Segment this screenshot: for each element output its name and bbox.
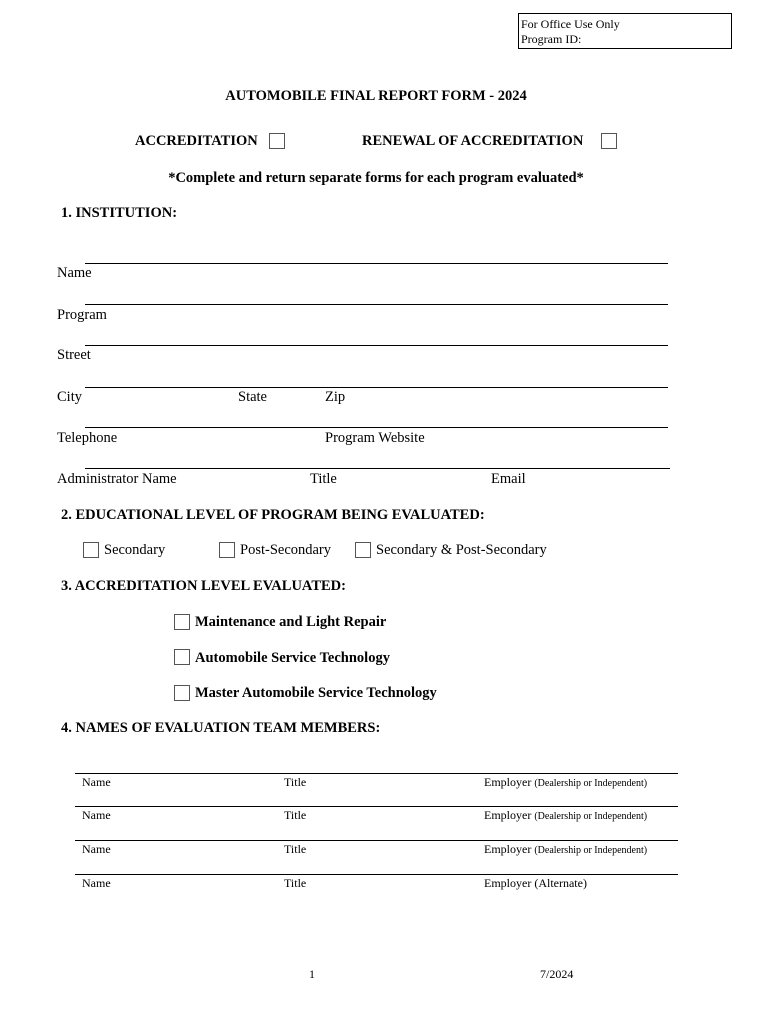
team-member-title-label: Title — [284, 876, 307, 890]
zip-label: Zip — [325, 389, 346, 405]
team-member-title-label: Title — [284, 808, 307, 822]
admin-title-label: Title — [310, 471, 337, 487]
renewal-label: RENEWAL OF ACCREDITATION — [362, 133, 584, 149]
team-member-title-label: Title — [284, 775, 307, 789]
section4-heading: 4. NAMES OF EVALUATION TEAM MEMBERS: — [61, 720, 381, 736]
program-id-label: Program ID: — [521, 32, 582, 46]
office-use-label: For Office Use Only — [521, 17, 620, 31]
team-member-name-label: Name — [82, 775, 111, 789]
automobile-service-technology-checkbox[interactable] — [174, 649, 190, 665]
renewal-checkbox[interactable] — [601, 133, 617, 149]
section1-heading: 1. INSTITUTION: — [61, 205, 178, 221]
accreditation-checkbox[interactable] — [269, 133, 285, 149]
administrator-line[interactable] — [85, 468, 670, 469]
program-line[interactable] — [85, 304, 668, 305]
secondary-and-post-secondary-label: Secondary & Post-Secondary — [376, 542, 547, 558]
automobile-service-technology-label: Automobile Service Technology — [195, 650, 390, 666]
page-number: 1 — [309, 967, 315, 981]
accreditation-label: ACCREDITATION — [135, 133, 258, 149]
email-label: Email — [491, 471, 526, 487]
city-label: City — [57, 389, 82, 405]
team-member-employer-label: Employer (Dealership or Independent) — [484, 775, 648, 789]
name-line[interactable] — [85, 263, 668, 264]
telephone-line[interactable] — [85, 427, 668, 428]
city-line[interactable] — [85, 387, 668, 388]
team-member-name-label: Name — [82, 842, 111, 856]
post-secondary-checkbox[interactable] — [219, 542, 235, 558]
street-line[interactable] — [85, 345, 668, 346]
section2-heading: 2. EDUCATIONAL LEVEL OF PROGRAM BEING EVALUATED: — [61, 507, 485, 523]
program-label: Program — [57, 307, 107, 323]
secondary-checkbox[interactable] — [83, 542, 99, 558]
maintenance-light-repair-checkbox[interactable] — [174, 614, 190, 630]
team-member-employer-label: Employer (Dealership or Independent) — [484, 842, 648, 856]
team-member-line-2[interactable] — [75, 806, 678, 807]
maintenance-light-repair-label: Maintenance and Light Repair — [195, 614, 387, 630]
master-automobile-service-technology-checkbox[interactable] — [174, 685, 190, 701]
team-member-employer-label: Employer (Dealership or Independent) — [484, 808, 648, 822]
revision-date: 7/2024 — [540, 967, 574, 981]
team-member-line-3[interactable] — [75, 840, 678, 841]
post-secondary-label: Post-Secondary — [240, 542, 332, 558]
form-title: AUTOMOBILE FINAL REPORT FORM - 2024 — [225, 88, 527, 104]
team-member-name-label: Name — [82, 808, 111, 822]
state-label: State — [238, 389, 267, 405]
office-use-box — [518, 13, 732, 49]
website-label: Program Website — [325, 430, 425, 446]
team-member-line-1[interactable] — [75, 773, 678, 774]
team-member-title-label: Title — [284, 842, 307, 856]
section3-heading: 3. ACCREDITATION LEVEL EVALUATED: — [61, 578, 346, 594]
instructions: *Complete and return separate forms for each program evaluated* — [168, 170, 584, 186]
secondary-and-post-secondary-checkbox[interactable] — [355, 542, 371, 558]
team-member-employer-alternate-label: Employer (Alternate) — [484, 876, 587, 890]
street-label: Street — [57, 347, 91, 363]
secondary-label: Secondary — [104, 542, 166, 558]
master-automobile-service-technology-label: Master Automobile Service Technology — [195, 685, 437, 701]
name-label: Name — [57, 265, 92, 281]
administrator-label: Administrator Name — [57, 471, 177, 487]
team-member-line-4[interactable] — [75, 874, 678, 875]
team-member-name-label: Name — [82, 876, 111, 890]
telephone-label: Telephone — [57, 430, 118, 446]
